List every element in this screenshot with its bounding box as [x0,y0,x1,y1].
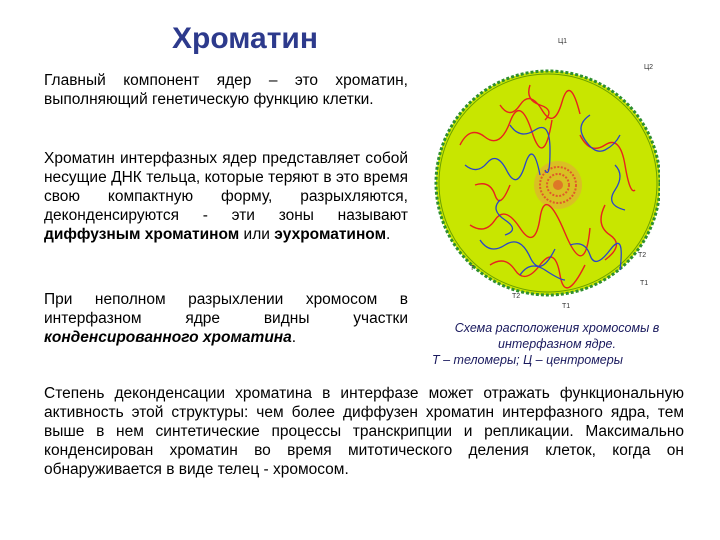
label-c2: Ц2 [644,64,654,71]
interphase-nucleus-diagram [430,25,660,325]
condensed-paragraph [44,290,408,347]
intro-text: Главный компонент ядер – это хроматин, выполняющий генетическую функцию клетки. [44,72,408,108]
diagram-caption [432,320,682,368]
label-t2-bottom: Т2 [512,293,521,300]
nucleolus [534,161,582,209]
euchromatin-end: . [386,226,391,243]
euchromatin-mid: или [239,226,275,243]
caption-line1: Схема расположения хромосомы в [454,321,660,335]
label-t2-right: Т2 [638,252,647,259]
euchromatin-text: Хроматин интерфазных ядер представляет собой несущие ДНК тельца, которые теряют в это время свою компактную форму, разрыхляются, деконденсируются - эти зоны называют [44,150,408,224]
euchromatin-paragraph [44,149,408,244]
caption-line2: интерфазном ядре. [498,337,616,351]
label-t1-bottom: Т1 [562,303,571,310]
label-c1: Ц1 [558,38,568,45]
condensed-text: При неполном разрыхлении хромосом в интерфазном ядре видны участки [44,291,408,327]
term-diffuse-chromatin: диффузным хроматином [44,226,240,243]
intro-paragraph [44,71,408,109]
decondensation-text: Степень деконденсации хроматина в интерфазе может отражать функциональную активность этой структуры: чем более диффузен хроматин интерфазного ядра, тем выше в нем синтетические процессы транскрипции и репликации. Максимально конденсирован хроматин во время митотического деления клеток, когда он обнаруживается в виде телец - хромосом. [44,385,684,478]
decondensation-paragraph [44,384,684,479]
label-t-left: Т [470,265,475,272]
condensed-end: . [291,329,297,346]
caption-line3: Т – теломеры; Ц – центромеры [432,353,623,367]
slide-title: Хроматин [171,22,318,55]
label-t1-right: Т1 [640,280,649,287]
term-euchromatin: эухроматином [274,226,387,243]
term-condensed-chromatin: конденсированного хроматина [44,329,292,346]
